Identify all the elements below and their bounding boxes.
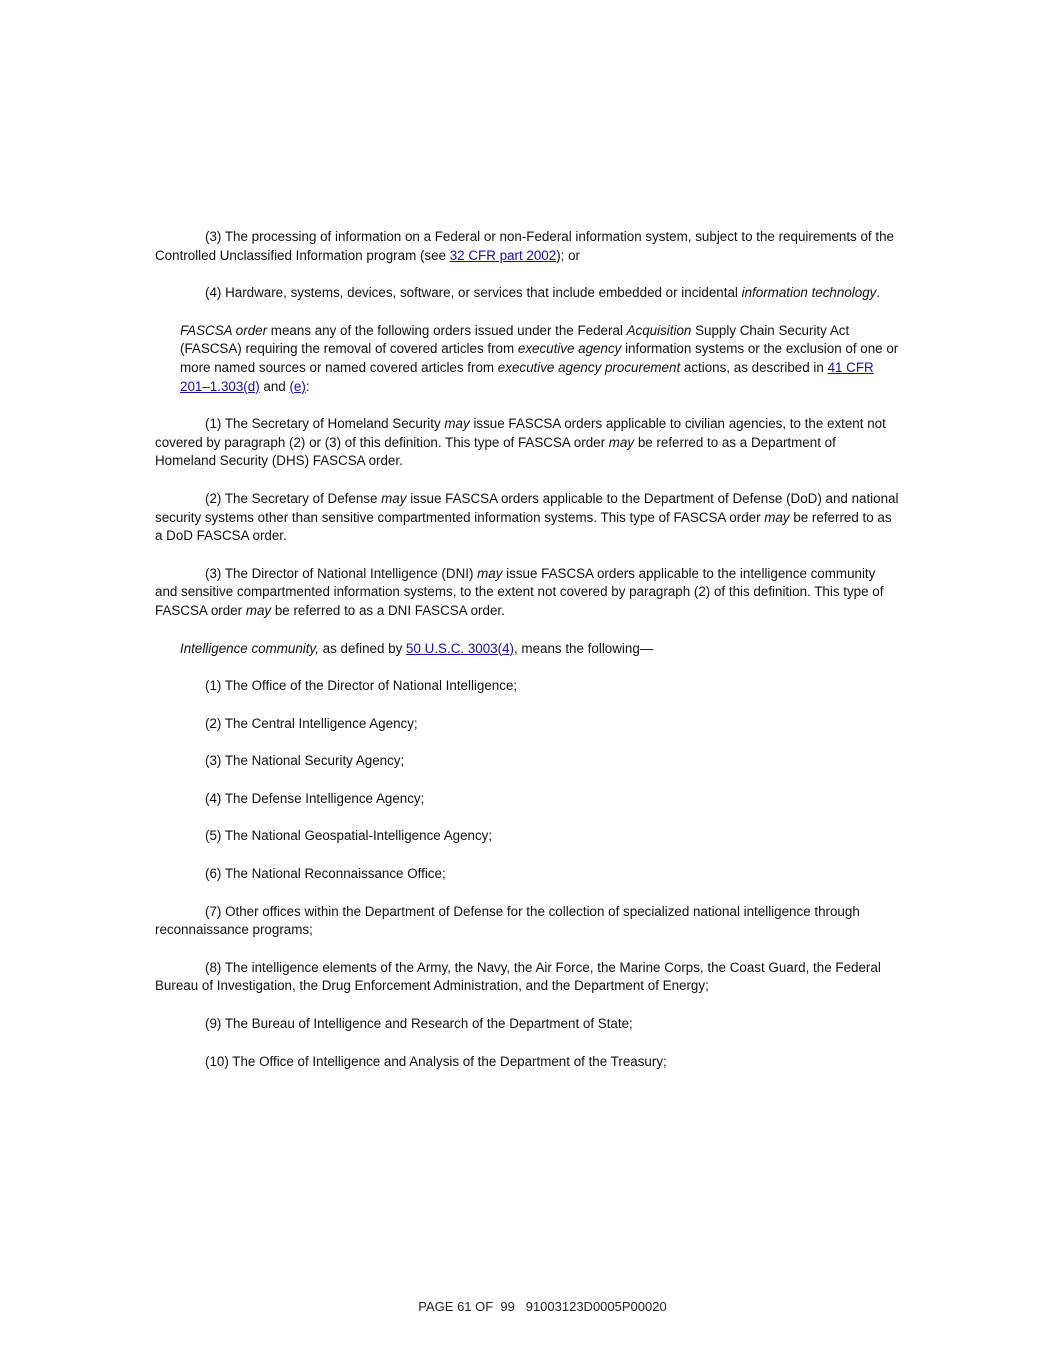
ic-list-item: (5) The National Geospatial-Intelligence Agency; (205, 828, 493, 844)
document-body (155, 228, 900, 1090)
ic-list-item: (1) The Office of the Director of National Intelligence; (205, 678, 518, 694)
link-32-cfr-part-2002[interactable]: 32 CFR part 2002 (449, 247, 557, 263)
ic-list-item: (7) Other offices within the Department of Defense for the collection of specialized national intelligence through reconnaissance programs; (155, 903, 860, 938)
definition-intelligence-community: Intelligence community, as defined by 50 U.S.C. 3003(4), means the following— (180, 640, 654, 656)
ic-list-item: (6) The National Reconnaissance Office; (205, 866, 446, 882)
paragraph-cui-processing: (3) The processing of information on a Federal or non-Federal information system, subject to the requirements of the Controlled Unclassified Information program (see 32 CFR part 2002); or (155, 229, 894, 263)
term-fascsa-order: FASCSA order (180, 322, 268, 338)
term-intelligence-community: Intelligence community, (180, 640, 319, 656)
definition-fascsa-order: FASCSA order means any of the following orders issued under the Federal Acquisition Supply Chain Security Act (FASCSA) requiring the removal of covered articles from executive agency information systems or the exclusion of one or more named sources or named covered articles from executive agency procurement actions, as described in 41 CFR 201–1.303(d) and (e): (180, 322, 899, 394)
paragraph-hardware: (4) Hardware, systems, devices, software, or services that include embedded or incidental information technology. (205, 285, 881, 301)
fascsa-item-dhs: (1) The Secretary of Homeland Security may issue FASCSA orders applicable to civilian agencies, to the extent not covered by paragraph (2) or (3) of this definition. This type of FASCSA order may be referred to as a Department of Homeland Security (DHS) FASCSA order. (155, 416, 886, 469)
link-41-cfr-201-1303e[interactable]: (e) (289, 378, 306, 394)
fascsa-item-dod: (2) The Secretary of Defense may issue FASCSA orders applicable to the Department of Defense (DoD) and national security systems other than sensitive compartmented information systems. This type of FASCSA order may be referred to as a DoD FASCSA order. (155, 490, 899, 544)
page-footer: PAGE 61 OF 99 91003123D0005P00020 (418, 1299, 667, 1314)
ic-list-item: (9) The Bureau of Intelligence and Research of the Department of State; (205, 1016, 633, 1032)
link-41-cfr-201-1303d[interactable]: 41 CFR 201–1.303(d) (180, 359, 874, 394)
link-50-usc-3003-4[interactable]: 50 U.S.C. 3003(4) (406, 640, 514, 656)
ic-list-item: (2) The Central Intelligence Agency; (205, 715, 418, 731)
fascsa-item-dni: (3) The Director of National Intelligence (DNI) may issue FASCSA orders applicable to the intelligence community and sensitive compartmented information systems, to the extent not covered by paragraph (2) of this definition. This type of FASCSA order may be referred to as a DNI FASCSA order. (155, 565, 884, 618)
ic-list-item: (10) The Office of Intelligence and Analysis of the Department of the Treasury; (205, 1053, 667, 1069)
ic-list-item: (4) The Defense Intelligence Agency; (205, 790, 425, 806)
ic-list-item: (3) The National Security Agency; (205, 753, 405, 769)
ic-list-item: (8) The intelligence elements of the Army, the Navy, the Air Force, the Marine Corps, the Coast Guard, the Federal Bureau of Investigation, the Drug Enforcement Administration, and the Department of Energy; (155, 959, 881, 994)
